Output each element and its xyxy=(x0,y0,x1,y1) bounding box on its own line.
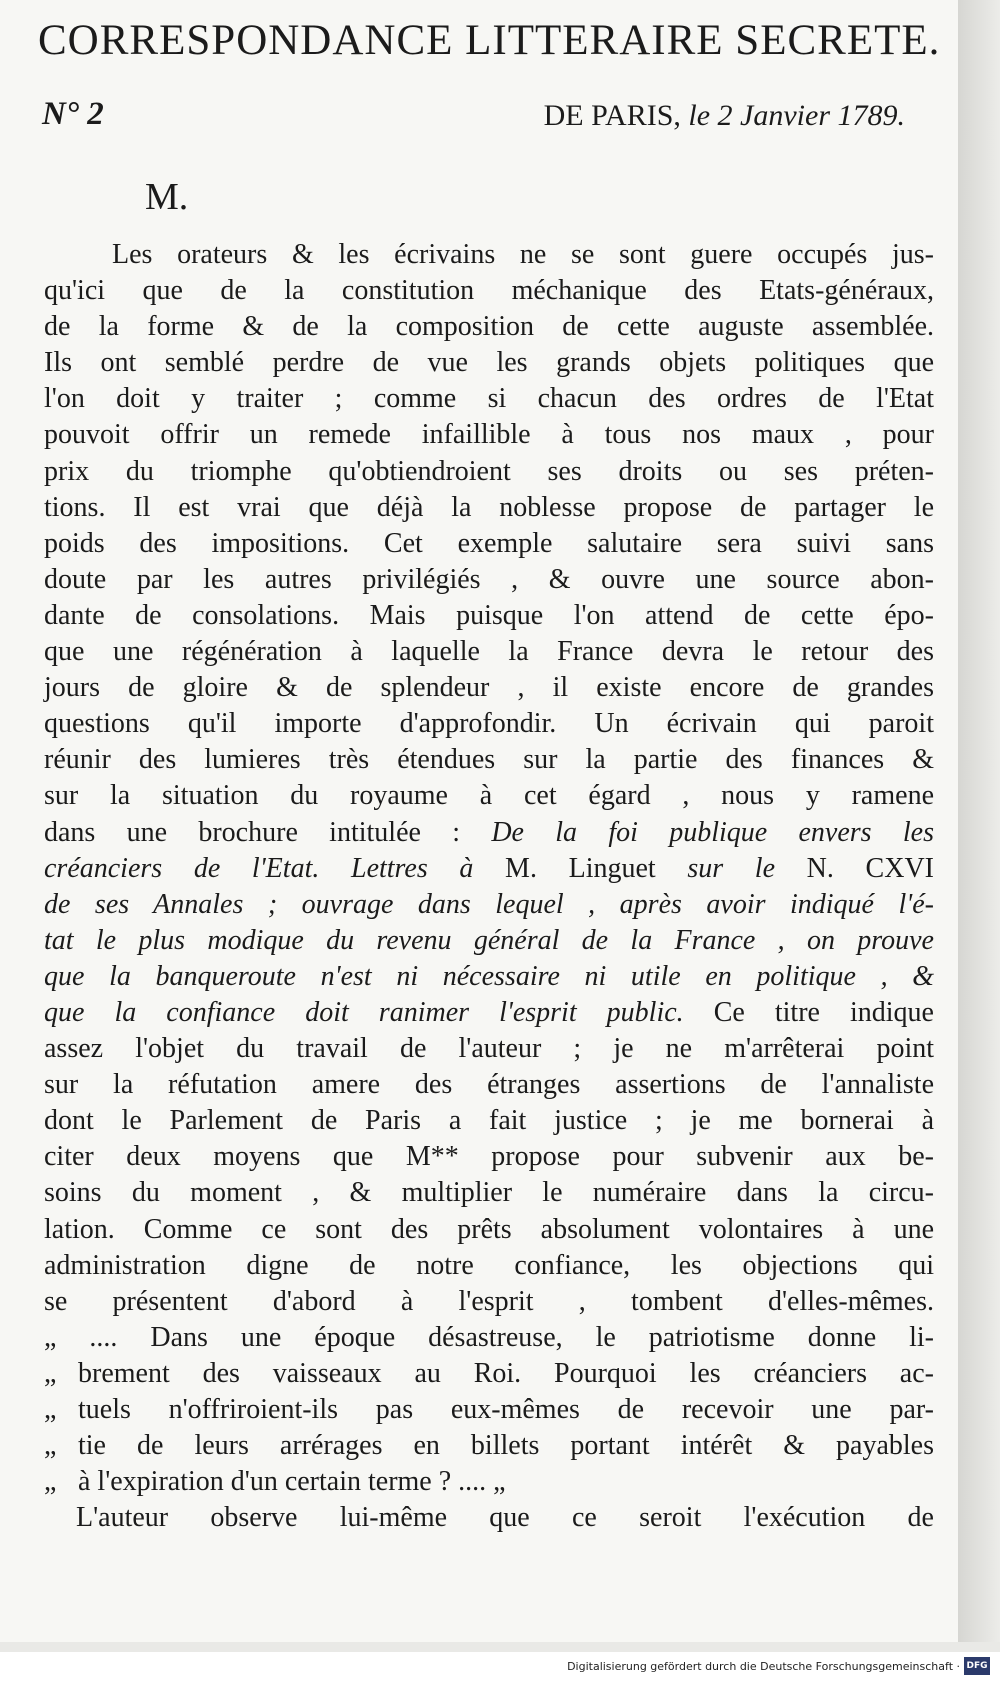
italic-text: sur le xyxy=(687,852,776,884)
text-line xyxy=(44,237,934,273)
text-line xyxy=(44,851,934,887)
text-segment: de la forme & de la composition de cette auguste assemblée. xyxy=(44,311,934,343)
text-segment: Les orateurs & les écrivains ne se sont guere occupés jus- xyxy=(112,239,934,270)
text-line xyxy=(44,1428,934,1464)
text-line xyxy=(44,778,934,814)
text-line xyxy=(44,815,934,851)
text-segment: Ce titre indique xyxy=(683,996,934,1028)
text-segment: tie de leurs arrérages en billets portant intérêt & payables xyxy=(78,1430,934,1462)
text-line xyxy=(44,959,934,995)
text-segment: citer deux moyens que M** propose pour subvenir aux be- xyxy=(44,1141,934,1173)
text-segment: tions. Il est vrai que déjà la noblesse propose de partager le xyxy=(44,491,934,523)
text-segment: poids des impositions. Cet exemple salutaire sera suivi sans xyxy=(44,527,934,559)
text-line xyxy=(44,345,934,381)
text-segment: prix du triomphe qu'obtiendroient ses droits ou ses préten- xyxy=(44,455,934,487)
issue-number: N° 2 xyxy=(42,96,104,132)
italic-text: de ses Annales ; ouvrage dans lequel , après avoir indiqué l'é- xyxy=(44,888,934,920)
dateline-place: DE PARIS, xyxy=(543,99,681,132)
text-line xyxy=(44,490,934,526)
text-line xyxy=(44,1356,934,1392)
text-segment: pouvoit offrir un remede infaillible à tous nos maux , pour xyxy=(44,419,934,451)
text-segment: dont le Parlement de Paris a fait justice ; je me bornerai à xyxy=(44,1105,934,1137)
text-line xyxy=(44,887,934,923)
text-line xyxy=(44,309,934,345)
text-segment: lation. Comme ce sont des prêts absolument volontaires à une xyxy=(44,1213,934,1245)
text-segment: „ .... Dans une époque désastreuse, le patriotisme donne li- xyxy=(44,1321,934,1353)
text-line xyxy=(44,526,934,562)
text-segment: dante de consolations. Mais puisque l'on attend de cette épo- xyxy=(44,599,934,631)
text-segment: qu'ici que de la constitution méchanique des Etats-généraux, xyxy=(44,275,934,307)
quote-mark: „ xyxy=(44,1357,57,1389)
page-edge xyxy=(958,0,1000,1642)
text-line xyxy=(44,1392,934,1428)
text-line xyxy=(44,706,934,742)
text-line xyxy=(44,1175,934,1211)
text-segment: Ils ont semblé perdre de vue les grands objets politiques que xyxy=(44,347,934,379)
text-line xyxy=(44,1248,934,1284)
text-line xyxy=(44,1284,934,1320)
page-title: CORRESPONDANCE LITTERAIRE SECRETE. xyxy=(38,17,941,64)
text-line xyxy=(44,598,934,634)
salutation: M. xyxy=(145,176,189,218)
text-line xyxy=(44,1212,934,1248)
dateline-date: le 2 Janvier 1789. xyxy=(688,99,905,132)
text-segment: réunir des lumieres très étendues sur la partie des finances & xyxy=(44,744,934,776)
dateline xyxy=(544,99,905,133)
text-line xyxy=(44,1320,934,1356)
text-line xyxy=(44,562,934,598)
text-line xyxy=(44,923,934,959)
text-line xyxy=(44,742,934,778)
text-segment: jours de gloire & de splendeur , il existe encore de grandes xyxy=(44,672,934,704)
text-segment: dans une brochure intitulée : xyxy=(44,816,492,848)
text-line xyxy=(44,417,934,453)
text-segment: tuels n'offriroient-ils pas eux-mêmes de recevoir une par- xyxy=(78,1394,934,1425)
text-segment: que une régénération à laquelle la France devra le retour des xyxy=(44,636,934,668)
text-segment: M. Linguet xyxy=(473,852,688,884)
text-line xyxy=(44,1500,934,1536)
text-line xyxy=(44,1031,934,1067)
text-line xyxy=(44,454,934,490)
text-segment: questions qu'il importe d'approfondir. Un écrivain qui paroit xyxy=(44,708,934,740)
italic-text: créanciers de l'Etat. Lettres à xyxy=(44,852,474,884)
text-segment: se présentent d'abord à l'esprit , tombent d'elles-mêmes. xyxy=(44,1285,934,1317)
italic-text: que la banqueroute n'est ni nécessaire ni utile en politique , & xyxy=(44,960,934,992)
text-segment: l'on doit y traiter ; comme si chacun des ordres de l'Etat xyxy=(44,383,934,415)
text-segment: soins du moment , & multiplier le numéraire dans la circu- xyxy=(44,1177,934,1209)
text-line xyxy=(44,381,934,417)
quote-mark: „ xyxy=(44,1394,57,1425)
text-line xyxy=(44,1067,934,1103)
text-segment: assez l'objet du travail de l'auteur ; je ne m'arrêterai point xyxy=(44,1033,934,1065)
quote-mark: „ xyxy=(44,1430,57,1462)
text-line xyxy=(44,273,934,309)
italic-text: De la foi publique envers les xyxy=(491,816,934,848)
text-line xyxy=(44,634,934,670)
text-segment: brement des vaisseaux au Roi. Pourquoi les créanciers ac- xyxy=(78,1357,934,1389)
text-segment: à l'expiration d'un certain terme ? .... „ xyxy=(78,1466,506,1498)
article-body xyxy=(44,237,934,1536)
text-line xyxy=(44,995,934,1031)
dfg-logo: DFG xyxy=(964,1657,990,1675)
quote-mark: „ xyxy=(44,1466,57,1498)
text-line xyxy=(44,1464,934,1500)
italic-text: que la confiance doit ranimer l'esprit public. xyxy=(44,996,684,1028)
text-segment: sur la réfutation amere des étranges assertions de l'annaliste xyxy=(44,1069,934,1101)
italic-text: tat le plus modique du revenu général de la France , on prouve xyxy=(44,924,934,956)
text-line xyxy=(44,670,934,706)
text-segment: administration digne de notre confiance, les objections qui xyxy=(44,1249,934,1281)
digitization-credit: Digitalisierung gefördert durch die Deutsche Forschungsgemeinschaft · xyxy=(567,1660,960,1673)
text-line xyxy=(44,1139,934,1175)
text-line xyxy=(44,1103,934,1139)
text-segment: doute par les autres privilégiés , & ouvre une source abon- xyxy=(44,563,934,595)
text-segment: L'auteur observe lui-même que ce seroit l'exécution de xyxy=(76,1502,934,1534)
text-segment: sur la situation du royaume à cet égard , nous y ramene xyxy=(44,780,934,812)
text-segment: N. CXVI xyxy=(775,852,934,884)
